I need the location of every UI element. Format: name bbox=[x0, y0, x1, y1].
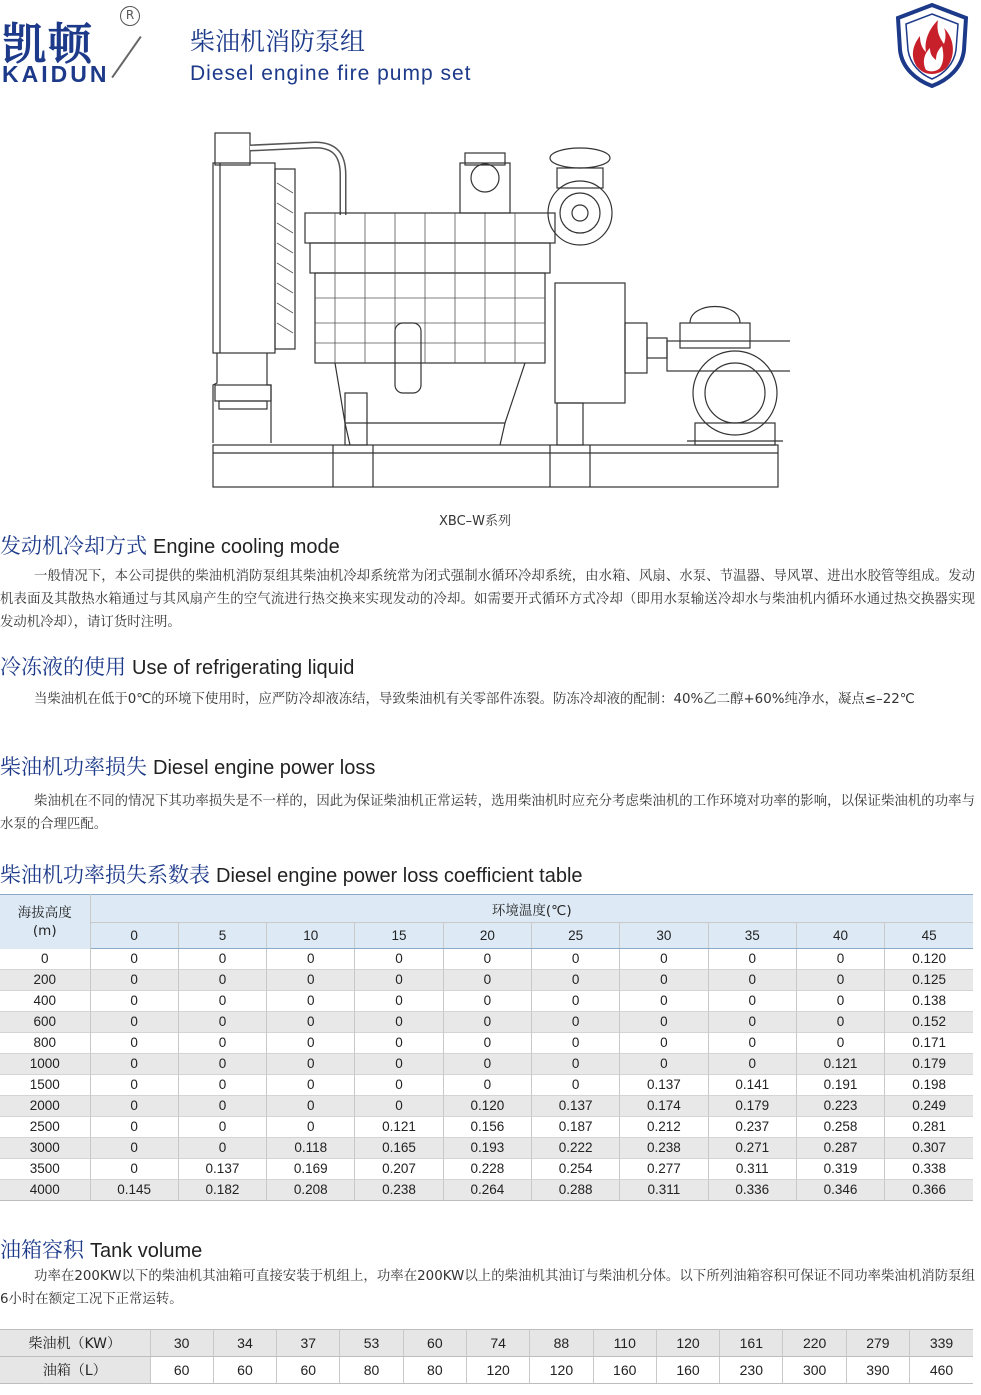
altitude-cell: 800 bbox=[0, 1033, 90, 1054]
coefficient-cell: 0.208 bbox=[267, 1180, 355, 1201]
coefficient-cell: 0.179 bbox=[885, 1054, 973, 1075]
temperature-cell: 10 bbox=[267, 923, 355, 949]
coefficient-cell: 0 bbox=[267, 991, 355, 1012]
altitude-cell: 2500 bbox=[0, 1117, 90, 1138]
tank-volume-cell: 160 bbox=[656, 1357, 719, 1384]
coefficient-cell: 0.137 bbox=[178, 1159, 266, 1180]
coefficient-cell: 0.156 bbox=[443, 1117, 531, 1138]
coefficient-cell: 0.121 bbox=[355, 1117, 443, 1138]
coefficient-cell: 0 bbox=[531, 949, 619, 970]
coefficient-cell: 0 bbox=[796, 1012, 884, 1033]
coefficient-cell: 0 bbox=[708, 1054, 796, 1075]
coefficient-cell: 0.152 bbox=[885, 1012, 973, 1033]
altitude-cell: 0 bbox=[0, 949, 90, 970]
section-title-cn: 柴油机功率损失系数表 bbox=[0, 863, 210, 887]
coefficient-cell: 0 bbox=[443, 1033, 531, 1054]
engine-power-cell: 30 bbox=[150, 1330, 213, 1357]
altitude-cell: 3500 bbox=[0, 1159, 90, 1180]
cooling-paragraph: 一般情况下，本公司提供的柴油机消防泵组其柴油机冷却系统常为闭式强制水循环冷却系统，由水箱、风扇、水泵、节温器、导风罩、进出水胶管等组成。发动机表面及其散热水箱通过与其风扇产生的空气流进行热交换来实现发动的冷却。如需要开式循环方式冷却（即用水泵输送冷却水与柴油机内循环水通过热交换器实现发动机冷却），请订货时注明。 bbox=[0, 569, 975, 630]
coefficient-cell: 0 bbox=[267, 1033, 355, 1054]
coefficient-cell: 0 bbox=[531, 1054, 619, 1075]
section-title-en: Diesel engine power loss coefficient table bbox=[216, 865, 583, 887]
coefficient-cell: 0.137 bbox=[531, 1096, 619, 1117]
temperature-cell: 40 bbox=[796, 923, 884, 949]
coefficient-cell: 0 bbox=[90, 1033, 178, 1054]
coefficient-cell: 0 bbox=[90, 1138, 178, 1159]
coefficient-cell: 0.120 bbox=[912, 951, 946, 966]
table-row bbox=[0, 991, 973, 1012]
coefficient-cell: 0 bbox=[620, 1012, 708, 1033]
coefficient-cell: 0 bbox=[178, 991, 266, 1012]
section-title-tank bbox=[0, 1234, 202, 1264]
section-title-coef-table bbox=[0, 859, 583, 889]
section-title-en: Engine cooling mode bbox=[153, 536, 340, 558]
altitude-cell: 600 bbox=[0, 1012, 90, 1033]
engine-power-row bbox=[0, 1330, 973, 1357]
coefficient-cell: 0.338 bbox=[885, 1159, 973, 1180]
engine-power-cell: 279 bbox=[846, 1330, 909, 1357]
section-title-cn: 发动机冷却方式 bbox=[0, 534, 147, 558]
coefficient-cell: 0 bbox=[708, 1012, 796, 1033]
engine-power-cell: 74 bbox=[466, 1330, 529, 1357]
temperature-header: 环境温度(℃) bbox=[90, 895, 973, 923]
altitude-cell: 200 bbox=[0, 970, 90, 991]
temperature-cell: 25 bbox=[531, 923, 619, 949]
flame-shield-icon bbox=[892, 2, 972, 88]
coefficient-cell: 0 bbox=[796, 970, 884, 991]
tank-volume-table bbox=[0, 1329, 973, 1384]
coefficient-cell: 0.198 bbox=[885, 1075, 973, 1096]
table-row bbox=[0, 1117, 973, 1138]
tank-volume-cell: 300 bbox=[783, 1357, 846, 1384]
engine-power-cell: 339 bbox=[910, 1330, 973, 1357]
coefficient-cell: 0 bbox=[620, 1033, 708, 1054]
coefficient-cell: 0.228 bbox=[443, 1159, 531, 1180]
coefficient-cell: 0.319 bbox=[796, 1159, 884, 1180]
coefficient-cell: 0 bbox=[443, 949, 531, 970]
coefficient-cell: 0 bbox=[355, 1075, 443, 1096]
engine-pump-drawing bbox=[205, 123, 790, 493]
brand-name-en: KAIDUN bbox=[2, 61, 110, 87]
coefficient-cell: 0 bbox=[796, 1033, 884, 1054]
coefficient-cell: 0 bbox=[178, 1138, 266, 1159]
tank-volume-label: 油箱（L） bbox=[0, 1357, 150, 1384]
coefficient-cell: 0 bbox=[708, 970, 796, 991]
coefficient-cell: 0.238 bbox=[355, 1180, 443, 1201]
temperature-cell: 5 bbox=[178, 923, 266, 949]
coefficient-cell: 0 bbox=[90, 1096, 178, 1117]
engine-power-cell: 161 bbox=[720, 1330, 783, 1357]
coefficient-cell: 0 bbox=[531, 970, 619, 991]
coefficient-cell: 0.120 bbox=[443, 1096, 531, 1117]
coefficient-cell: 0.212 bbox=[620, 1117, 708, 1138]
coefficient-cell: 0 bbox=[90, 949, 178, 970]
coefficient-cell: 0 bbox=[355, 1096, 443, 1117]
coefficient-cell: 0 bbox=[620, 949, 708, 970]
coefficient-cell: 0 bbox=[620, 970, 708, 991]
coefficient-cell: 0.193 bbox=[443, 1138, 531, 1159]
power-loss-coefficient-table bbox=[0, 894, 973, 1201]
coefficient-cell: 0.281 bbox=[885, 1117, 973, 1138]
section-title-cooling bbox=[0, 530, 340, 560]
coefficient-cell: 0.237 bbox=[708, 1117, 796, 1138]
temperature-cell: 35 bbox=[708, 923, 796, 949]
coefficient-cell: 0 bbox=[90, 1075, 178, 1096]
coefficient-cell: 0.346 bbox=[796, 1180, 884, 1201]
coefficient-cell: 0.179 bbox=[708, 1096, 796, 1117]
coefficient-cell: 0 bbox=[708, 991, 796, 1012]
coefficient-cell: 0 bbox=[267, 1075, 355, 1096]
coefficient-cell: 0 bbox=[620, 1054, 708, 1075]
page-title-en: Diesel engine fire pump set bbox=[190, 62, 472, 85]
coefficient-cell: 0 bbox=[178, 1075, 266, 1096]
coefficient-cell: 0 bbox=[355, 1054, 443, 1075]
altitude-cell: 4000 bbox=[0, 1180, 90, 1201]
temperature-cell: 0 bbox=[90, 923, 178, 949]
temperature-values-row bbox=[0, 923, 973, 949]
power-loss-paragraph: 柴油机在不同的情况下其功率损失是不一样的，因此为保证柴油机正常运转，选用柴油机时应充分考虑柴油机的工作环境对功率的影响，以保证柴油机的功率与水泵的合理匹配。 bbox=[0, 794, 975, 832]
coefficient-cell: 0 bbox=[531, 1012, 619, 1033]
coefficient-cell: 0 bbox=[90, 1159, 178, 1180]
coefficient-cell: 0 bbox=[531, 991, 619, 1012]
coefficient-cell: 0 bbox=[178, 970, 266, 991]
coefficient-cell: 0.264 bbox=[443, 1180, 531, 1201]
header-divider bbox=[111, 36, 141, 78]
table-row bbox=[0, 1138, 973, 1159]
tank-volume-cell: 230 bbox=[720, 1357, 783, 1384]
brand-name-cn: 凯顿 bbox=[2, 19, 94, 70]
coefficient-cell: 0.366 bbox=[885, 1180, 973, 1201]
coefficient-cell: 0 bbox=[267, 1117, 355, 1138]
coefficient-cell: 0.125 bbox=[885, 970, 973, 991]
engine-power-cell: 110 bbox=[593, 1330, 656, 1357]
coefficient-cell: 0.191 bbox=[796, 1075, 884, 1096]
coefficient-cell: 0.223 bbox=[796, 1096, 884, 1117]
coefficient-cell: 0.288 bbox=[531, 1180, 619, 1201]
engine-power-cell: 120 bbox=[656, 1330, 719, 1357]
coefficient-cell: 0 bbox=[178, 1054, 266, 1075]
coefficient-cell: 0 bbox=[355, 1033, 443, 1054]
coefficient-cell: 0 bbox=[531, 1033, 619, 1054]
tank-volume-cell: 60 bbox=[277, 1357, 340, 1384]
coefficient-cell: 0 bbox=[178, 1096, 266, 1117]
coefficient-cell: 0.287 bbox=[796, 1138, 884, 1159]
table-row bbox=[0, 970, 973, 991]
coefficient-cell: 0 bbox=[90, 991, 178, 1012]
coefficient-cell: 0.169 bbox=[267, 1159, 355, 1180]
coefficient-cell: 0 bbox=[178, 1012, 266, 1033]
coefficient-cell: 0.141 bbox=[708, 1075, 796, 1096]
tank-volume-row bbox=[0, 1357, 973, 1384]
coefficient-cell: 0.121 bbox=[796, 1054, 884, 1075]
coefficient-cell: 0.307 bbox=[885, 1138, 973, 1159]
coefficient-cell: 0 bbox=[267, 949, 355, 970]
coefficient-cell: 0 bbox=[90, 970, 178, 991]
altitude-cell: 1500 bbox=[0, 1075, 90, 1096]
antifreeze-paragraph: 当柴油机在低于0℃的环境下使用时，应严防冷却液冻结，导致柴油机有关零部件冻裂。防冻冷却液的配制：40%乙二醇+60%纯净水，凝点≤–22℃ bbox=[34, 692, 915, 707]
coefficient-cell: 0.118 bbox=[267, 1138, 355, 1159]
section-title-en: Tank volume bbox=[90, 1240, 203, 1262]
coefficient-cell: 0 bbox=[355, 970, 443, 991]
engine-power-cell: 88 bbox=[530, 1330, 593, 1357]
drawing-caption: XBC–W系列 bbox=[438, 514, 512, 529]
coefficient-cell: 0 bbox=[708, 949, 796, 970]
engine-power-cell: 37 bbox=[277, 1330, 340, 1357]
altitude-cell: 400 bbox=[0, 991, 90, 1012]
coefficient-cell: 0 bbox=[443, 991, 531, 1012]
tank-volume-cell: 160 bbox=[593, 1357, 656, 1384]
coefficient-cell: 0 bbox=[443, 1012, 531, 1033]
temperature-cell: 30 bbox=[620, 923, 708, 949]
coefficient-cell: 0 bbox=[443, 1075, 531, 1096]
coefficient-cell: 0.254 bbox=[531, 1159, 619, 1180]
engine-power-cell: 60 bbox=[403, 1330, 466, 1357]
tank-volume-cell: 60 bbox=[213, 1357, 276, 1384]
altitude-cell: 2000 bbox=[0, 1096, 90, 1117]
coefficient-cell: 0.258 bbox=[796, 1117, 884, 1138]
coefficient-cell: 0 bbox=[443, 970, 531, 991]
coefficient-cell: 0 bbox=[90, 1054, 178, 1075]
coefficient-cell: 0.311 bbox=[620, 1180, 708, 1201]
coefficient-cell: 0 bbox=[267, 1096, 355, 1117]
section-title-en: Diesel engine power loss bbox=[153, 757, 376, 779]
coefficient-cell: 0 bbox=[708, 1033, 796, 1054]
coefficient-cell: 0.249 bbox=[885, 1096, 973, 1117]
coefficient-cell: 0 bbox=[178, 1033, 266, 1054]
tank-volume-cell: 60 bbox=[150, 1357, 213, 1384]
coefficient-cell: 0.137 bbox=[620, 1075, 708, 1096]
table-row bbox=[0, 1054, 973, 1075]
temperature-cell: 15 bbox=[355, 923, 443, 949]
section-title-power-loss bbox=[0, 751, 375, 781]
coefficient-cell: 0 bbox=[355, 1012, 443, 1033]
tank-volume-cell: 390 bbox=[846, 1357, 909, 1384]
temperature-cell: 45 bbox=[885, 923, 973, 949]
coefficient-cell: 0.238 bbox=[620, 1138, 708, 1159]
tank-volume-cell: 120 bbox=[466, 1357, 529, 1384]
engine-power-cell: 34 bbox=[213, 1330, 276, 1357]
coefficient-cell: 0.187 bbox=[531, 1117, 619, 1138]
table-row bbox=[0, 1180, 973, 1201]
section-title-cn: 油箱容积 bbox=[0, 1238, 84, 1262]
coefficient-cell: 0.171 bbox=[885, 1033, 973, 1054]
tank-volume-cell: 120 bbox=[530, 1357, 593, 1384]
coefficient-cell: 0.271 bbox=[708, 1138, 796, 1159]
coefficient-cell: 0 bbox=[267, 1054, 355, 1075]
coefficient-cell: 0 bbox=[443, 1054, 531, 1075]
table-row bbox=[0, 1012, 973, 1033]
coefficient-cell: 0.138 bbox=[885, 991, 973, 1012]
section-title-cn: 柴油机功率损失 bbox=[0, 755, 147, 779]
tank-volume-cell: 80 bbox=[403, 1357, 466, 1384]
altitude-header-unit: (m) bbox=[32, 922, 57, 939]
coefficient-cell: 0 bbox=[267, 1012, 355, 1033]
coefficient-cell: 0 bbox=[620, 991, 708, 1012]
coefficient-cell: 0 bbox=[90, 1012, 178, 1033]
tank-volume-cell: 80 bbox=[340, 1357, 403, 1384]
engine-power-cell: 53 bbox=[340, 1330, 403, 1357]
coefficient-cell: 0.165 bbox=[355, 1138, 443, 1159]
coefficient-cell: 0 bbox=[796, 991, 884, 1012]
altitude-cell: 3000 bbox=[0, 1138, 90, 1159]
coefficient-cell: 0.174 bbox=[620, 1096, 708, 1117]
tank-volume-cell: 460 bbox=[910, 1357, 973, 1384]
table-row bbox=[0, 1033, 973, 1054]
coefficient-cell: 0 bbox=[796, 949, 884, 970]
coefficient-cell: 0.182 bbox=[178, 1180, 266, 1201]
registered-mark: R bbox=[120, 6, 140, 26]
coefficient-cell: 0.207 bbox=[355, 1159, 443, 1180]
engine-power-label: 柴油机（KW） bbox=[0, 1330, 150, 1357]
section-title-en: Use of refrigerating liquid bbox=[132, 657, 355, 679]
table-row bbox=[0, 1159, 973, 1180]
altitude-header bbox=[0, 895, 90, 949]
section-title-antifreeze bbox=[0, 651, 354, 681]
coefficient-cell: 0 bbox=[531, 1075, 619, 1096]
coefficient-cell: 0 bbox=[178, 1117, 266, 1138]
coefficient-cell: 0 bbox=[90, 1117, 178, 1138]
coefficient-cell: 0 bbox=[267, 970, 355, 991]
coefficient-table-body bbox=[0, 949, 973, 1201]
section-title-cn: 冷冻液的使用 bbox=[0, 655, 126, 679]
coefficient-cell: 0.311 bbox=[708, 1159, 796, 1180]
coefficient-cell: 0.277 bbox=[620, 1159, 708, 1180]
coefficient-cell: 0.145 bbox=[90, 1180, 178, 1201]
altitude-cell: 1000 bbox=[0, 1054, 90, 1075]
altitude-header-label: 海拔高度 bbox=[17, 904, 72, 921]
coefficient-cell: 0 bbox=[355, 991, 443, 1012]
page-title-cn: 柴油机消防泵组 bbox=[190, 27, 366, 56]
table-row bbox=[0, 1096, 973, 1117]
engine-power-cell: 220 bbox=[783, 1330, 846, 1357]
tank-paragraph: 功率在200KW以下的柴油机其油箱可直接安装于机组上，功率在200KW以上的柴油机其油订与柴油机分体。以下所列油箱容积可保证不同功率柴油机消防泵组6小时在额定工况下正常运转。 bbox=[0, 1269, 975, 1307]
coefficient-cell: 0 bbox=[355, 949, 443, 970]
coefficient-cell: 0.336 bbox=[708, 1180, 796, 1201]
coefficient-cell: 0 bbox=[178, 949, 266, 970]
coefficient-cell: 0.222 bbox=[531, 1138, 619, 1159]
temperature-cell: 20 bbox=[443, 923, 531, 949]
table-row bbox=[0, 949, 973, 970]
table-row bbox=[0, 1075, 973, 1096]
